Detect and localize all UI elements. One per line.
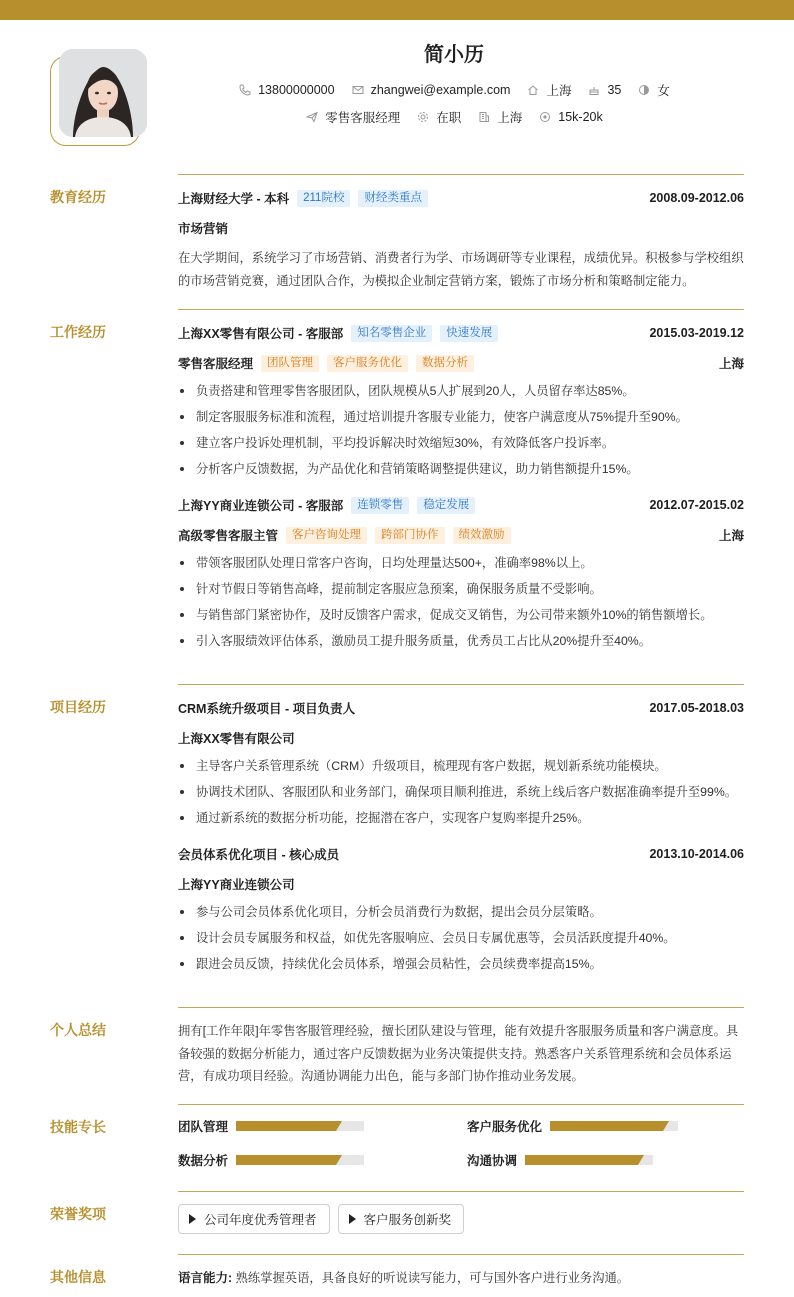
skill-tag: 数据分析 <box>416 355 474 372</box>
job-entry <box>178 494 744 654</box>
gender-icon <box>637 83 651 97</box>
skill-bar-fill <box>236 1121 336 1131</box>
project-date: 2017.05-2018.03 <box>649 701 744 715</box>
list-item: 协调技术团队、客服团队和业务部门，确保项目顺利推进，系统上线后客户数据准确率提升至99%。 <box>178 779 744 805</box>
job-target-text: 零售客服经理 <box>325 111 401 125</box>
skill-bar-fill <box>525 1155 638 1165</box>
job-date: 2012.07-2015.02 <box>649 498 744 512</box>
skill-tag: 客户咨询处理 <box>286 527 367 544</box>
major-row <box>178 217 744 239</box>
phone-icon <box>238 83 252 97</box>
project-company: 上海YY商业连锁公司 <box>178 878 295 892</box>
other-divider <box>178 1254 744 1255</box>
education-body <box>178 187 744 292</box>
position-row <box>178 352 744 374</box>
list-item: 与销售部门紧密协作，及时反馈客户需求，促成交叉销售，为公司带来额外10%的销售额增长。 <box>178 602 744 628</box>
award-list <box>178 1204 744 1234</box>
company-tag: 快速发展 <box>440 325 498 342</box>
list-item: 主导客户关系管理系统（CRM）升级项目，梳理现有客户数据，规划新系统功能模块。 <box>178 753 744 779</box>
skill-tag: 客户服务优化 <box>327 355 408 372</box>
skill-item <box>467 1117 678 1135</box>
work-city-text: 上海 <box>497 111 523 125</box>
job-header-row <box>178 494 744 516</box>
education-title: 教育经历 <box>50 189 106 205</box>
job-header-row <box>178 322 744 344</box>
phone-text: 13800000000 <box>258 83 335 97</box>
settings-icon <box>416 110 430 124</box>
home-icon <box>526 83 540 97</box>
hometown-text: 上海 <box>546 84 572 98</box>
project-company-row <box>178 727 744 749</box>
other-title: 其他信息 <box>50 1269 106 1285</box>
list-item: 通过新系统的数据分析功能，挖掘潜在客户，实现客户复购率提升25%。 <box>178 805 744 831</box>
send-icon <box>305 110 319 124</box>
school-tag: 财经类重点 <box>358 190 428 207</box>
salary-item <box>538 110 602 124</box>
position-row <box>178 524 744 546</box>
company-name: 上海XX零售有限公司 - 客服部 <box>178 327 344 341</box>
awards-divider <box>178 1191 744 1192</box>
hometown-item <box>526 81 571 99</box>
education-header-row <box>178 187 744 209</box>
award-item <box>178 1204 330 1234</box>
awards-title: 荣誉奖项 <box>50 1206 106 1222</box>
award-label: 公司年度优秀管理者 <box>204 1213 317 1227</box>
list-item: 带领客服团队处理日常客户咨询，日均处理量达500+，准确率98%以上。 <box>178 550 744 576</box>
project-header-row <box>178 843 744 865</box>
project-bullets <box>178 899 744 977</box>
project-date: 2013.10-2014.06 <box>649 847 744 861</box>
work-divider <box>178 309 744 310</box>
phone-item <box>238 83 334 97</box>
skill-tag: 团队管理 <box>261 355 319 372</box>
project-entry <box>178 697 744 831</box>
projects-title: 项目经历 <box>50 699 106 715</box>
company-name: 上海YY商业连锁公司 - 客服部 <box>178 499 344 513</box>
job-bullets <box>178 378 744 482</box>
skill-item <box>178 1117 364 1135</box>
summary-title: 个人总结 <box>50 1022 106 1038</box>
language-line <box>178 1267 744 1290</box>
skill-bar-fill <box>550 1121 663 1131</box>
top-accent-bar <box>0 0 794 20</box>
cake-icon <box>587 83 601 97</box>
skills-divider <box>178 1104 744 1105</box>
gender-item <box>637 81 670 99</box>
award-label: 客户服务创新奖 <box>363 1213 452 1227</box>
position: 高级零售客服主管 <box>178 529 279 543</box>
skill-bar <box>236 1121 364 1131</box>
list-item: 负责搭建和管理零售客服团队，团队规模从5人扩展到20人，人员留存率达85%。 <box>178 378 744 404</box>
list-item: 建立客户投诉处理机制，平均投诉解决时效缩短30%，有效降低客户投诉率。 <box>178 430 744 456</box>
coin-icon <box>538 110 552 124</box>
other-body <box>178 1267 744 1290</box>
age-text: 35 <box>607 83 622 97</box>
project-header-row <box>178 697 744 719</box>
awards-body <box>178 1204 744 1234</box>
projects-divider <box>178 684 744 685</box>
job-target-item <box>305 108 400 126</box>
award-item <box>338 1204 465 1234</box>
school-name: 上海财经大学 - 本科 <box>178 192 290 206</box>
skill-item <box>467 1151 653 1169</box>
skill-bar <box>550 1121 678 1131</box>
skill-tag: 绩效激励 <box>453 527 511 544</box>
school-tag: 211院校 <box>297 190 350 207</box>
skills-body <box>178 1117 744 1177</box>
list-item: 制定客服服务标准和流程，通过培训提升客服专业能力，使客户满意度从75%提升至90%。 <box>178 404 744 430</box>
work-city-item <box>477 108 522 126</box>
language-label: 语言能力: <box>178 1271 233 1285</box>
project-company-row <box>178 873 744 895</box>
list-item: 分析客户反馈数据，为产品优化和营销策略调整提供建议，助力销售额提升15%。 <box>178 456 744 482</box>
summary-text: 拥有[工作年限]年零售客服管理经验，擅长团队建设与管理，能有效提升客服服务质量和客户满意度。具备较强的数据分析能力，通过客户反馈数据为业务决策提供支持。熟悉客户关系管理系统和会员体系运营，有成功项目经验。沟通协调能力出色，能与多部门协作推动业务发展。 <box>178 1024 739 1083</box>
list-item: 跟进会员反馈，持续优化会员体系，增强会员粘性，会员续费率提高15%。 <box>178 951 744 977</box>
job-date: 2015.03-2019.12 <box>649 326 744 340</box>
skill-name: 数据分析 <box>178 1154 229 1168</box>
skill-name: 沟通协调 <box>467 1154 518 1168</box>
work-title: 工作经历 <box>50 324 106 340</box>
summary-body <box>178 1020 744 1088</box>
language-text: 熟练掌握英语，具备良好的听说读写能力，可与国外客户进行业务沟通。 <box>235 1271 630 1285</box>
status-text: 在职 <box>436 111 462 125</box>
job-bullets <box>178 550 744 654</box>
company-tag: 连锁零售 <box>351 497 409 514</box>
education-date: 2008.09-2012.06 <box>649 191 744 205</box>
job-city: 上海 <box>718 529 744 543</box>
major: 市场营销 <box>178 222 229 236</box>
skill-bar <box>525 1155 653 1165</box>
company-tag: 知名零售企业 <box>351 325 432 342</box>
building-icon <box>477 110 491 124</box>
play-icon <box>189 1214 196 1224</box>
project-entry <box>178 843 744 977</box>
play-icon <box>349 1214 356 1224</box>
project-name: CRM系统升级项目 - 项目负责人 <box>178 702 356 716</box>
email-text: zhangwei@example.com <box>370 83 511 97</box>
skill-bar-fill <box>236 1155 336 1165</box>
gender-text: 女 <box>657 84 670 98</box>
skill-name: 客户服务优化 <box>467 1120 543 1134</box>
list-item: 引入客服绩效评估体系，激励员工提升服务质量，优秀员工占比从20%提升至40%。 <box>178 628 744 654</box>
project-bullets <box>178 753 744 831</box>
salary-text: 15k-20k <box>558 110 603 124</box>
contact-row <box>0 81 794 99</box>
job-intent-row <box>0 108 794 126</box>
job-city: 上海 <box>718 357 744 371</box>
status-item <box>416 108 461 126</box>
skill-bar <box>236 1155 364 1165</box>
skill-tag: 跨部门协作 <box>375 527 445 544</box>
skill-name: 团队管理 <box>178 1120 229 1134</box>
list-item: 针对节假日等销售高峰，提前制定客服应急预案，确保服务质量不受影响。 <box>178 576 744 602</box>
summary-divider <box>178 1007 744 1008</box>
email-item <box>351 83 511 97</box>
project-name: 会员体系优化项目 - 核心成员 <box>178 848 340 862</box>
skills-title: 技能专长 <box>50 1119 106 1135</box>
company-tag: 稳定发展 <box>417 497 475 514</box>
age-item <box>587 83 621 97</box>
skill-item <box>178 1151 364 1169</box>
education-description: 在大学期间，系统学习了市场营销、消费者行为学、市场调研等专业课程，成绩优异。积极参与学校组织的市场营销竞赛，通过团队合作，为模拟企业制定营销方案，锻炼了市场分析和策略制定能力。 <box>178 251 744 288</box>
list-item: 设计会员专属服务和权益，如优先客服响应、会员日专属优惠等，会员活跃度提升40%。 <box>178 925 744 951</box>
work-body <box>178 322 744 654</box>
candidate-name: 简小历 <box>424 44 484 66</box>
job-entry <box>178 322 744 482</box>
skill-grid <box>178 1117 744 1177</box>
list-item: 参与公司会员体系优化项目，分析会员消费行为数据，提出会员分层策略。 <box>178 899 744 925</box>
position: 零售客服经理 <box>178 357 254 371</box>
education-divider <box>178 174 744 175</box>
projects-body <box>178 697 744 977</box>
project-company: 上海XX零售有限公司 <box>178 732 295 746</box>
mail-icon <box>351 83 365 97</box>
